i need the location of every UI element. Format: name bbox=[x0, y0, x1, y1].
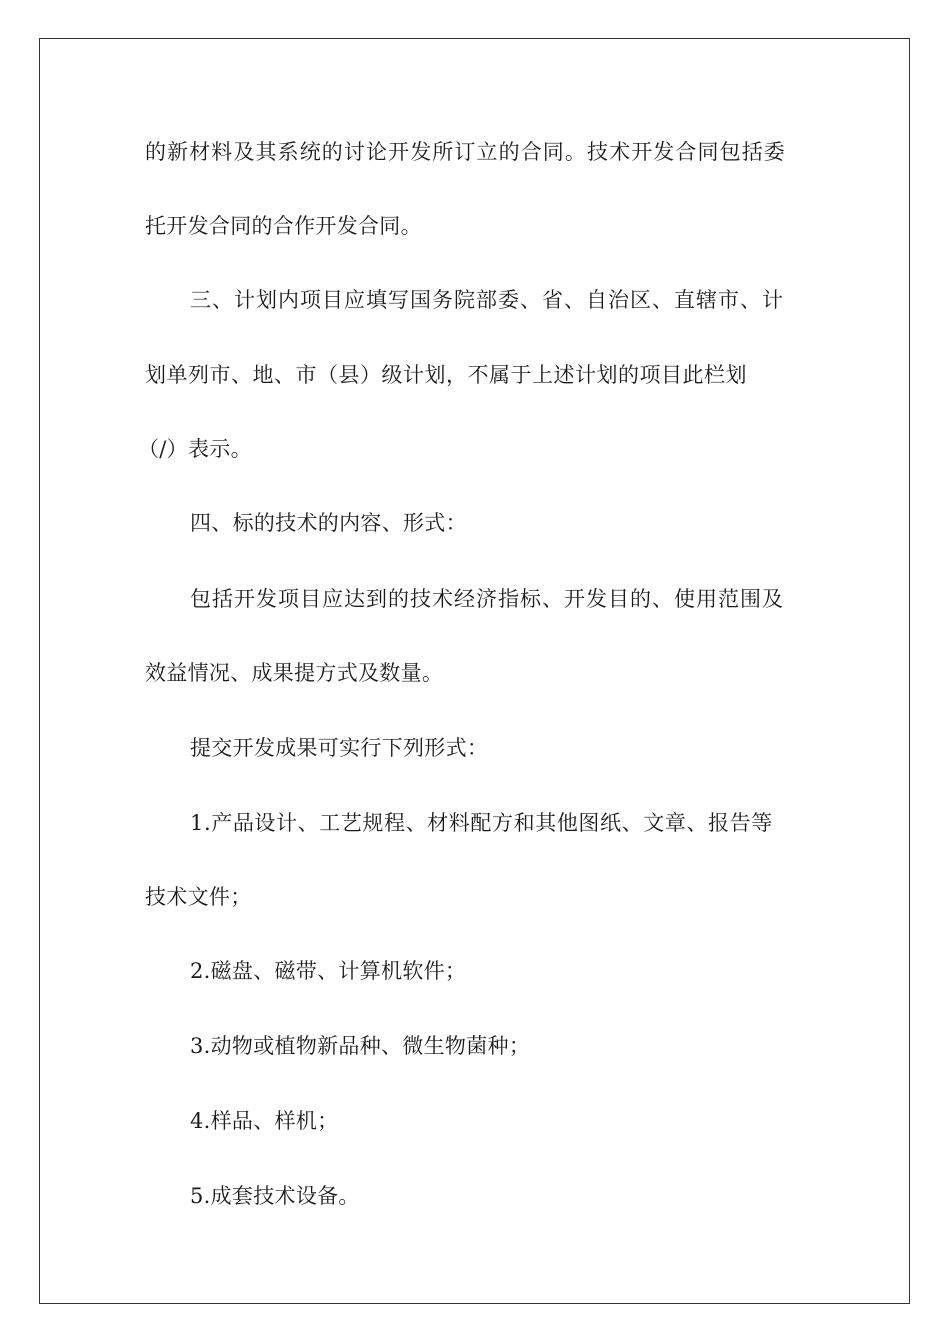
list-item-1: 1.产品设计、工艺规程、材料配方和其他图纸、文章、报告等 bbox=[190, 811, 773, 835]
list-item-5: 5.成套技术设备。 bbox=[190, 1184, 360, 1208]
body-text-line: 提交开发成果可实行下列形式： bbox=[190, 736, 489, 760]
section-four-heading: 四、标的技术的内容、形式： bbox=[190, 511, 467, 535]
list-item-1-continued: 技术文件； bbox=[145, 885, 252, 909]
body-text-line: 包括开发项目应达到的技术经济指标、开发目的、使用范围及 bbox=[190, 587, 784, 611]
list-item-3: 3.动物或植物新品种、微生物菌种； bbox=[190, 1034, 531, 1058]
list-item-2: 2.磁盘、磁带、计算机软件； bbox=[190, 959, 467, 983]
body-text-line: 的新材料及其系统的讨论开发所订立的合同。技术开发合同包括委 bbox=[145, 140, 786, 164]
body-text-line: （/）表示。 bbox=[138, 437, 252, 461]
body-text-line: 效益情况、成果提方式及数量。 bbox=[145, 661, 444, 685]
body-text-line: 划单列市、地、市（县）级计划，不属于上述计划的项目此栏划 bbox=[145, 363, 747, 387]
body-text-line: 托开发合同的合作开发合同。 bbox=[145, 214, 422, 238]
list-item-4: 4.样品、样机； bbox=[190, 1109, 339, 1133]
section-three-heading: 三、计划内项目应填写国务院部委、省、自治区、直辖市、计 bbox=[190, 288, 784, 312]
